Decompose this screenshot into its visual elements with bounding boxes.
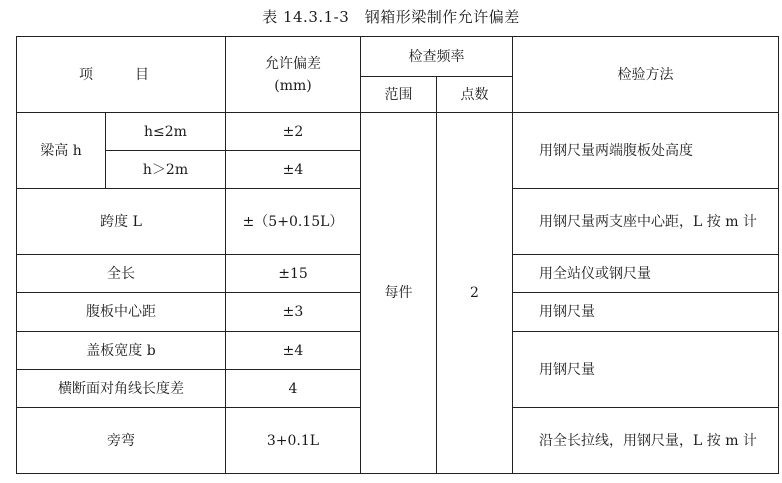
row-subitem: h＞2m	[106, 151, 226, 189]
header-deviation: 允许偏差 (mm)	[226, 37, 361, 113]
tolerance-table	[16, 36, 779, 474]
row-item: 横断面对角线长度差	[17, 370, 226, 408]
table-row	[17, 113, 779, 151]
header-item: 项 目	[17, 37, 226, 113]
frequency-points: 2	[437, 113, 513, 474]
table-title: 表 14.3.1-3 钢箱形梁制作允许偏差	[262, 8, 520, 26]
row-item: 腹板中心距	[17, 293, 226, 332]
row-item: 梁高 h	[17, 113, 106, 189]
row-method: 沿全长拉线，用钢尺量，L 按 m 计	[513, 408, 779, 474]
row-deviation: 3+0.1L	[226, 408, 361, 474]
header-method: 检验方法	[513, 37, 779, 113]
row-deviation: ±2	[226, 113, 361, 151]
row-subitem: h≤2m	[106, 113, 226, 151]
row-deviation: ±3	[226, 293, 361, 332]
row-method: 用钢尺量两端腹板处高度	[513, 113, 779, 189]
row-deviation: ±（5+0.15L）	[226, 189, 361, 255]
row-method: 用钢尺量	[513, 293, 779, 332]
row-method: 用全站仪或钢尺量	[513, 255, 779, 293]
header-row	[17, 37, 779, 77]
row-deviation: ±4	[226, 332, 361, 370]
row-item: 全长	[17, 255, 226, 293]
row-method: 用钢尺量	[513, 332, 779, 408]
frequency-range: 每件	[361, 113, 437, 474]
header-frequency: 检查频率	[361, 37, 513, 77]
row-item: 盖板宽度 b	[17, 332, 226, 370]
row-item: 跨度 L	[17, 189, 226, 255]
row-deviation: 4	[226, 370, 361, 408]
header-points: 点数	[437, 77, 513, 113]
row-method: 用钢尺量两支座中心距，L 按 m 计	[513, 189, 779, 255]
row-deviation: ±4	[226, 151, 361, 189]
header-range: 范围	[361, 77, 437, 113]
row-item: 旁弯	[17, 408, 226, 474]
row-deviation: ±15	[226, 255, 361, 293]
